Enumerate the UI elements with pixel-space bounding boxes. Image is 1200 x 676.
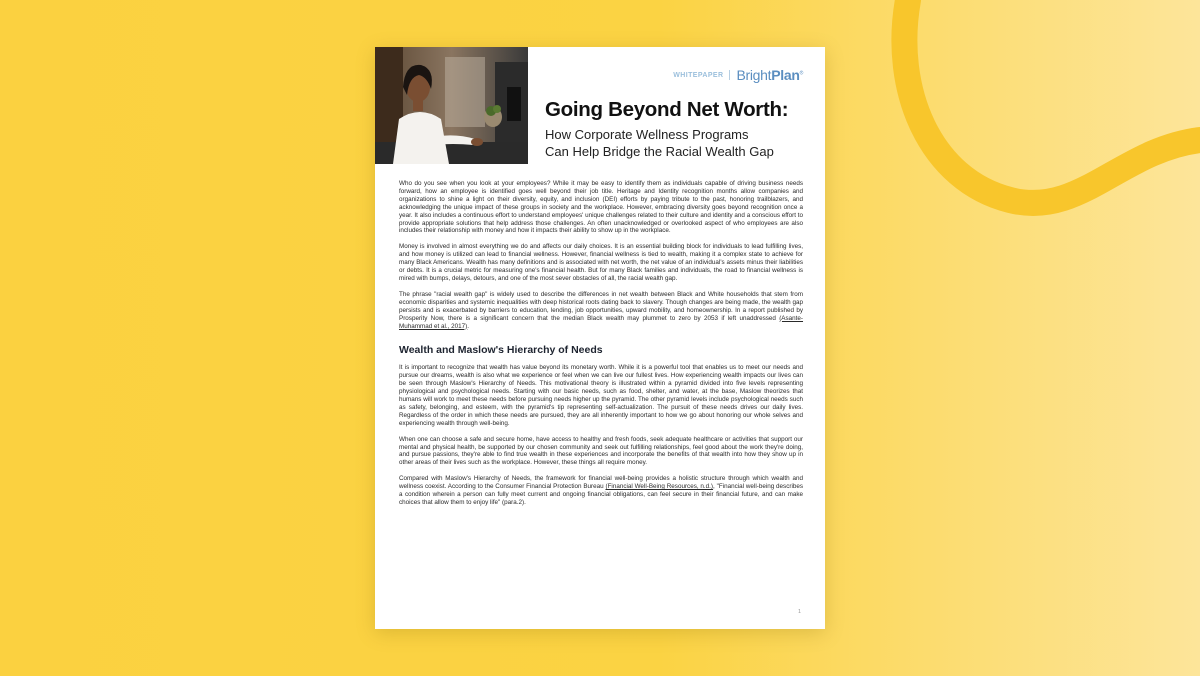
whitepaper-page xyxy=(375,47,825,629)
page-number: 1 xyxy=(797,609,801,615)
document-title: Going Beyond Net Worth: xyxy=(545,98,789,121)
paragraph-3-end: . xyxy=(467,322,470,330)
logo-part2: Plan xyxy=(771,67,800,83)
brand-header xyxy=(673,67,803,83)
document-body xyxy=(399,180,803,515)
paragraph-6-end: , "Financial well-being describes a condition wherein a person can fully meet current and ongoing financial obligations, can feel secure in their financial future, and can make choices that allow them to enjoy life" (para.2). xyxy=(399,483,804,506)
citation-link-1[interactable]: (Asante-Muhammad et al., 2017) xyxy=(399,314,804,330)
paragraph-6-start: Compared with Maslow's Hierarchy of Needs, the framework for financial well-being provides a holistic structure through which wealth and wellness coexist. According to the Consumer Financial Protection Bureau xyxy=(399,475,803,491)
citation-link-2[interactable]: (Financial Well-Being Resources, n.d.) xyxy=(605,483,714,491)
logo-part1: Bright xyxy=(736,67,772,83)
subtitle-line-2: Can Help Bridge the Racial Wealth Gap xyxy=(545,144,774,159)
paragraph-3-text: The phrase "racial wealth gap" is widely used to describe the differences in net wealth between Black and White households that stem from economic disparities and systemic inequalities with deep historical roots dating back to slavery. Though changes are being made, the wealth gap persists and is exacerbated by barriers to education, lending, job opportunities, upward mobility, and homeownership. In a report published by Prosperity Now, there is a significant concern that the median Black wealth may plummet to zero by 2053 if left unaddressed xyxy=(399,290,803,322)
paragraph-6 xyxy=(399,475,803,507)
paragraph-4: It is important to recognize that wealth has value beyond its monetary worth. While it is a powerful tool that enables us to meet our needs and pursue our dreams, wealth is also what we experience or feel when we can live our fullest lives. How experiencing wealth impacts our lives can be seen through Maslow's Hierarchy of Needs. This motivational theory is illustrated within a pyramid divided into five levels representing physiological and psychological needs. Starting with our basic needs, such as food, shelter, and water, at the base, Maslow theorizes that humans will work to meet these needs before pursuing needs higher up the pyramid. The other pyramid levels include psychological needs such as safety, belonging, and esteem, with the pyramid's tip representing self-actualization. The pursuit of these needs drives our daily lives. Regardless of the order in which these needs are pursued, they are all inherently important to how we go about honoring our whole selves and experiencing wealth through well-being. xyxy=(399,364,803,427)
section-heading: Wealth and Maslow's Hierarchy of Needs xyxy=(399,344,603,357)
brand-divider xyxy=(729,70,730,80)
document-subtitle xyxy=(545,126,815,160)
hero-photo xyxy=(375,47,528,164)
logo-mark: ® xyxy=(799,70,803,77)
whitepaper-tag: WHITEPAPER xyxy=(673,71,724,79)
paragraph-3 xyxy=(399,291,803,331)
subtitle-line-1: How Corporate Wellness Programs xyxy=(545,127,749,142)
paragraph-5: When one can choose a safe and secure home, have access to healthy and fresh foods, seek adequate healthcare or activities that support our mental and physical health, be supported by our chosen community and seek out fulfilling relationships, feel good about the work they're doing, and pursue passions, they're able to find true wealth in these experiences and incorporate the benefits of that wealth into how they show up in other areas of their lives such as the workplace. However, these things all require money. xyxy=(399,435,803,467)
brightplan-logo xyxy=(736,67,803,83)
paragraph-1: Who do you see when you look at your employees? While it may be easy to identify them as individuals capable of driving business needs forward, how an employee is identified goes well beyond their job title. Heritage and Identity recognition months allow companies and organizations to shine a light on their diversity, equity, and inclusion (DEI) efforts by paying tribute to the past, honoring trailblazers, and acknowledging the unique impact of these groups in society and the workplace. However, embracing diversity goes beyond recognition once a year. It also includes a continuous effort to understand employees' unique challenges related to their culture and identity and a conscious effort to provide appropriate solutions that help address those challenges. An often unacknowledged or overlooked aspect of who employees are also includes their relationship with money and how it impacts their ability to show up in the workplace. xyxy=(399,180,803,235)
paragraph-2: Money is involved in almost everything we do and affects our daily choices. It is an essential building block for individuals to lead fulfilling lives, and how money is utilized can lead to financial wellness. However, financial wellness is tied to wealth, making it a complex state to achieve for many Black Americans. Wealth has many definitions and is associated with net worth, the net value of an individual's assets minus their liabilities or debts. It is a crucial metric for measuring one's financial health. But for many Black families and individuals, the road to financial wellness is mired with bumps, delays, detours, and one of the most sever obstacles of all, the racial wealth gap. xyxy=(399,243,803,282)
